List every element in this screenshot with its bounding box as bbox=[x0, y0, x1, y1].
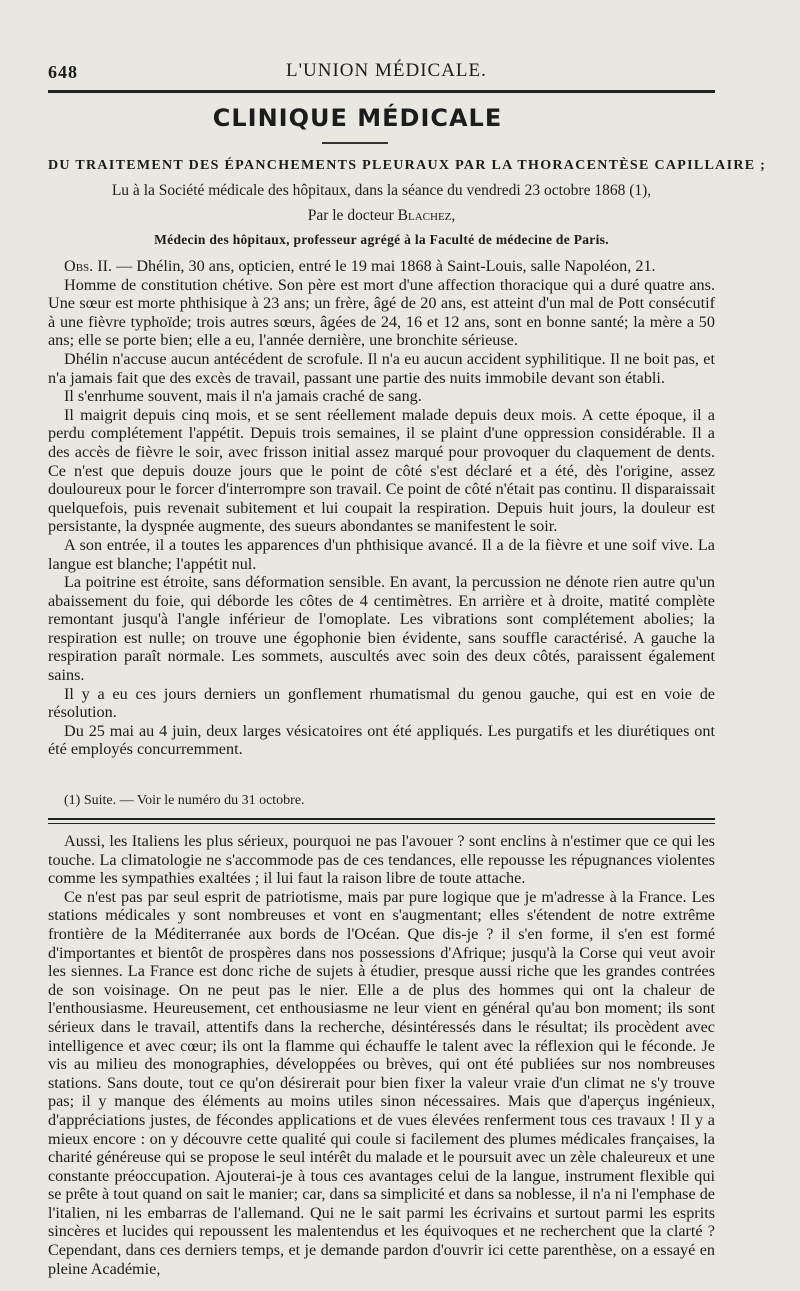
paragraph: Il maigrit depuis cinq mois, et se sent réellement malade depuis deux mois. A cette époque, il a perdu complétement l'appétit. Depuis trois semaines, il se plaint d'une oppression considérable. Il a des accès de fièvre le soir, avec frisson initial assez marqué pour provoquer du claquement de dents. Ce n'est que depuis douze jours que le point de côté s'est déclaré et a été, dès l'origine, assez douloureux pour le forcer d'interrompre son travail. Ce point de côté n'était pas continu. Il disparaissait quelquefois, puis revenait subitement et lui coupait la respiration. Depuis huit jours, la douleur est persistante, la dyspnée augmente, des sueurs abondantes se manifestent le soir. bbox=[48, 405, 715, 536]
paragraph-text: — Dhélin, 30 ans, opticien, entré le 19 mai 1868 à Saint-Louis, salle Napoléon, 21. bbox=[112, 257, 656, 275]
journal-title: L'UNION MÉDICALE. bbox=[286, 60, 487, 81]
author-name: Blachez, bbox=[397, 207, 456, 224]
author-line bbox=[48, 207, 715, 225]
title-divider bbox=[322, 142, 388, 144]
paragraph: Aussi, les Italiens les plus sérieux, pourquoi ne pas l'avouer ? sont enclins à n'estimer que ce qui les touche. La climatologie ne s'accommode pas de ces tendances, elle repousse les répugnances violentes comme les sympathies exaltées ; il lui faut la raison libre de toute attache. bbox=[48, 832, 715, 888]
paragraph bbox=[48, 257, 715, 276]
header-rule bbox=[48, 90, 715, 93]
page-number: 648 bbox=[48, 62, 78, 82]
paragraph: Dhélin n'accuse aucun antécédent de scrofule. Il n'a eu aucun accident syphilitique. Il ne boit pas, et n'a jamais fait que des excès de travail, passant une partie des nuits immobile devant son établi. bbox=[48, 349, 715, 387]
feuilleton-body bbox=[48, 832, 715, 1278]
section-title: CLINIQUE MÉDICALE bbox=[212, 104, 503, 132]
paragraph: Ce n'est pas par seul esprit de patriotisme, mais par pure logique que je m'adresse à la France. Les stations médicales y sont nombreuses et vont en s'augmentant; elles s'étendent de notre extrême frontière de la Méditerranée aux bords de l'Océan. Que dis-je ? il s'en forme, il s'en est formé d'importantes et bientôt de prospères dans nos possessions d'Afrique; jusqu'à la Corse qui veut avoir les siennes. La France est donc riche de sujets à étudier, presque aussi riche que les grandes contrées de son voisinage. On ne peut pas le nier. Elle a de plus des hommes qui ont la chaleur de l'enthousiasme. Heureusement, cet enthousiasme ne leur vient en général qu'au bon moment; ils sont sérieux dans le travail, attentifs dans la recherche, désintéressés dans le résultat; ils procèdent avec intelligence et avec cœur; ils ont la flamme qui échauffe le talent avec la réflexion qui le féconde. Je vis au milieu des monographies, développées ou brèves, qui ont été publiées sur nos nombreuses stations. Sans doute, tout ce qu'on désirerait pour bien fixer la valeur vraie d'un climat ne s'y trouve pas; il y manque des éléments au moins utiles sinon nécessaires. Mais que d'aperçus ingénieux, d'appréciations justes, de fécondes applications et de vues élevées renferment tous ces travaux ! Il y a mieux encore : on y découvre cette qualité qui coule si facilement des plumes médicales françaises, la charité généreuse qui se propose le seul intérêt du malade et le poursuit avec un zèle chaleureux et une constante préoccupation. Ajouterai-je à tous ces avantages celui de la langue, instrument flexible qui se prête à tout quand on sait le manier; car, dans sa simplicité et dans sa noblesse, il n'a ni l'emphase de l'italien, ni les embarras de l'allemand. Qui ne le sait parmi les écrivains et surtout parmi les esprits sincères et lucides qui repoussent les malentendus et les équivoques et ne recherchent que la clarté ? Cependant, dans ces derniers temps, et je demande pardon d'ouvrir ici cette parenthèse, on a essayé en pleine Académie, bbox=[48, 887, 715, 1278]
read-line: Lu à la Société médicale des hôpitaux, dans la séance du vendredi 23 octobre 1868 (1), bbox=[111, 182, 652, 199]
author-affiliation: Médecin des hôpitaux, professeur agrégé à la Faculté de médecine de Paris. bbox=[154, 232, 609, 247]
paragraph: Il s'enrhume souvent, mais il n'a jamais craché de sang. bbox=[64, 387, 422, 406]
observation-label: Obs. II. bbox=[64, 257, 113, 275]
paragraph: La poitrine est étroite, sans déformation sensible. En avant, la percussion ne dénote rien autre qu'un abaissement du foie, qui déborde les côtes de 4 centimètres. En arrière et à droite, matité complète remontant jusqu'à l'angle inférieur de l'omoplate. Les vibrations sont complétement abolies; la respiration est nulle; on trouve une égophonie bien évidente, sans souffle caractérisé. A gauche la respiration paraît normale. Les sommets, auscultés avec soin des deux côtés, paraissent également sains. bbox=[48, 573, 715, 685]
article-title: DU TRAITEMENT DES ÉPANCHEMENTS PLEURAUX PAR LA THORACENTÈSE CAPILLAIRE ; bbox=[48, 158, 767, 173]
footnote: (1) Suite. — Voir le numéro du 31 octobre. bbox=[64, 793, 305, 808]
feuilleton-rule-thin bbox=[48, 823, 715, 824]
observation-body bbox=[48, 257, 715, 759]
author-prefix: Par le docteur bbox=[307, 207, 398, 224]
paragraph: Il y a eu ces jours derniers un gonflement rhumatismal du genou gauche, qui est en voie de résolution. bbox=[48, 684, 715, 722]
feuilleton-rule-thick bbox=[48, 818, 715, 820]
paragraph: Du 25 mai au 4 juin, deux larges vésicatoires ont été appliqués. Les purgatifs et les diurétiques ont été employés concurremment. bbox=[48, 721, 715, 759]
paragraph: Homme de constitution chétive. Son père est mort d'une affection thoracique qui a duré quatre ans. Une sœur est morte phthisique à 23 ans; un frère, âgé de 20 ans, est atteint d'un mal de Pott consécutif à une fièvre typhoïde; trois autres sœurs, âgées de 24, 16 et 12 ans, sont en bonne santé; la mère a 50 ans; elle se porte bien; elle a eu, l'année dernière, une bronchite sérieuse. bbox=[48, 275, 715, 350]
paragraph: A son entrée, il a toutes les apparences d'un phthisique avancé. Il a de la fièvre et une soif vive. La langue est blanche; l'appétit nul. bbox=[48, 535, 715, 573]
